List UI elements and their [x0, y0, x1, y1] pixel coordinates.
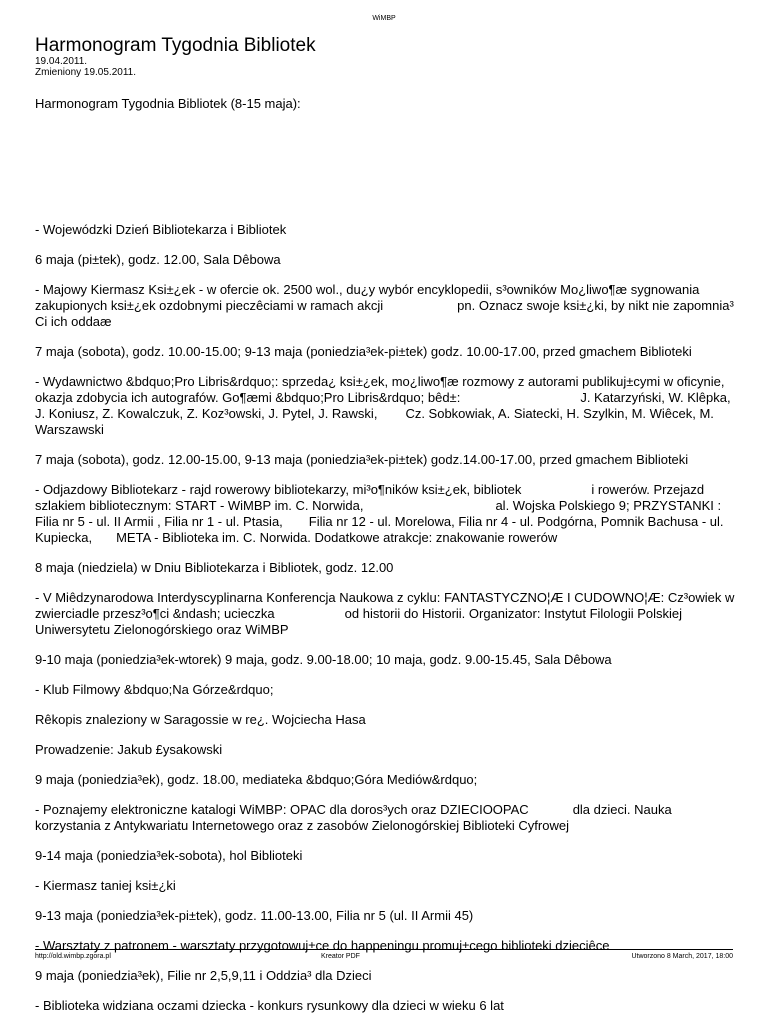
paragraph: 7 maja (sobota), godz. 12.00-15.00, 9-13 maja (poniedzia³ek-pi±tek) godz.14.00-17.00, przed gmachem Biblioteki	[35, 452, 689, 467]
paragraph: Prowadzenie: Jakub £ysakowski	[35, 742, 223, 757]
paragraph: - Klub Filmowy &bdquo;Na Górze&rdquo;	[35, 682, 274, 697]
paragraph: - Wydawnictwo &bdquo;Pro Libris&rdquo;: sprzeda¿ ksi±¿ek, mo¿liwo¶æ rozmowy z autorami publikuj±cymi w oficynie, okazja zdobycia ich autografów. Go¶æmi &bdquo;Pro Libris&rdquo; bêd±: J. Katarzyński, W. Klêpka, J. Koniusz, Z. Kowalczuk, Z. Koz³owski, J. Pytel, J. Rawski, Cz. Sobkowiak, A. Siatecki, H. Szylkin, M. Wiêcek, M. Warszawski	[35, 374, 731, 437]
paragraph: 7 maja (sobota), godz. 10.00-15.00; 9-13 maja (poniedzia³ek-pi±tek) godz. 10.00-17.00, przed gmachem Biblioteki	[35, 344, 692, 359]
paragraph: 9 maja (poniedzia³ek), godz. 18.00, mediateka &bdquo;Góra Mediów&rdquo;	[35, 772, 478, 787]
paragraph: 9 maja (poniedzia³ek), Filie nr 2,5,9,11 i Oddzia³ dla Dzieci	[35, 968, 372, 983]
paragraph: 9-13 maja (poniedzia³ek-pi±tek), godz. 11.00-13.00, Filia nr 5 (ul. II Armii 45)	[35, 908, 474, 923]
paragraph: - Odjazdowy Bibliotekarz - rajd rowerowy bibliotekarzy, mi³o¶ników ksi±¿ek, bibliotek i rowerów. Przejazd szlakiem bibliotecznym: START - WiMBP im. C. Norwida, al. Wojska Polskiego 9; PRZYSTANKI : Filia nr 5 - ul. II Armii , Filia nr 1 - ul. Ptasia, Filia nr 12 - ul. Morelowa, Filia nr 4 - ul. Podgórna, Pomnik Bachusa - ul. Kupiecka, META - Biblioteka im. C. Norwida. Dodatkowe atrakcje: znakowanie rowerów	[35, 482, 724, 545]
site-header: WiMBP	[372, 15, 396, 22]
paragraph: - V Miêdzynarodowa Interdyscyplinarna Konferencja Naukowa z cyklu: FANTASTYCZNO¦Æ I CUDOWNO¦Æ: Cz³owiek w zwierciadle przesz³o¶ci &ndash; ucieczka od historii do Historii. Organizator: Instytut Filologii Polskiej Uniwersytetu Zielonogórskiego oraz WiMBP	[35, 590, 735, 637]
modified-date: Zmieniony 19.05.2011.	[35, 67, 136, 78]
intro-text: Harmonogram Tygodnia Bibliotek (8-15 maja):	[35, 96, 301, 111]
footer-generator: Kreator PDF	[321, 953, 360, 960]
paragraph: - Biblioteka widziana oczami dziecka - konkurs rysunkowy dla dzieci w wieku 6 lat	[35, 998, 504, 1013]
footer-created: Utworzono 8 March, 2017, 18:00	[631, 953, 733, 960]
paragraph: - Majowy Kiermasz Ksi±¿ek - w ofercie ok. 2500 wol., du¿y wybór encyklopedii, s³owników Mo¿liwo¶æ sygnowania zakupionych ksi±¿ek ozdobnymi pieczêciami w ramach akcji pn. Oznacz swoje ksi±¿ki, by nikt nie zapomnia³ Ci ich oddaæ	[35, 282, 734, 329]
paragraph: 8 maja (niedziela) w Dniu Bibliotekarza i Bibliotek, godz. 12.00	[35, 560, 394, 575]
paragraph: - Poznajemy elektroniczne katalogi WiMBP: OPAC dla doros³ych oraz DZIECIOOPAC dla dzieci. Nauka korzystania z Antykwariatu Internetowego oraz z zasobów Zielonogórskiej Biblioteki Cyfrowej	[35, 802, 672, 833]
footer-url: http://old.wimbp.zgora.pl	[35, 953, 111, 960]
paragraph: - Warsztaty z patronem - warsztaty przygotowuj±ce do happeningu promuj±cego biblioteki dzieciêce	[35, 938, 610, 953]
page-footer	[35, 949, 733, 962]
paragraph: 9-14 maja (poniedzia³ek-sobota), hol Biblioteki	[35, 848, 303, 863]
paragraph: - Wojewódzki Dzień Bibliotekarza i Bibliotek	[35, 222, 287, 237]
page-title: Harmonogram Tygodnia Bibliotek	[35, 35, 316, 56]
paragraph: Rêkopis znaleziony w Saragossie w re¿. Wojciecha Hasa	[35, 712, 366, 727]
paragraph: - Kiermasz taniej ksi±¿ki	[35, 878, 176, 893]
paragraph: 9-10 maja (poniedzia³ek-wtorek) 9 maja, godz. 9.00-18.00; 10 maja, godz. 9.00-15.45, Sala Dêbowa	[35, 652, 612, 667]
paragraph: 6 maja (pi±tek), godz. 12.00, Sala Dêbowa	[35, 252, 281, 267]
publish-date: 19.04.2011.	[35, 56, 88, 67]
